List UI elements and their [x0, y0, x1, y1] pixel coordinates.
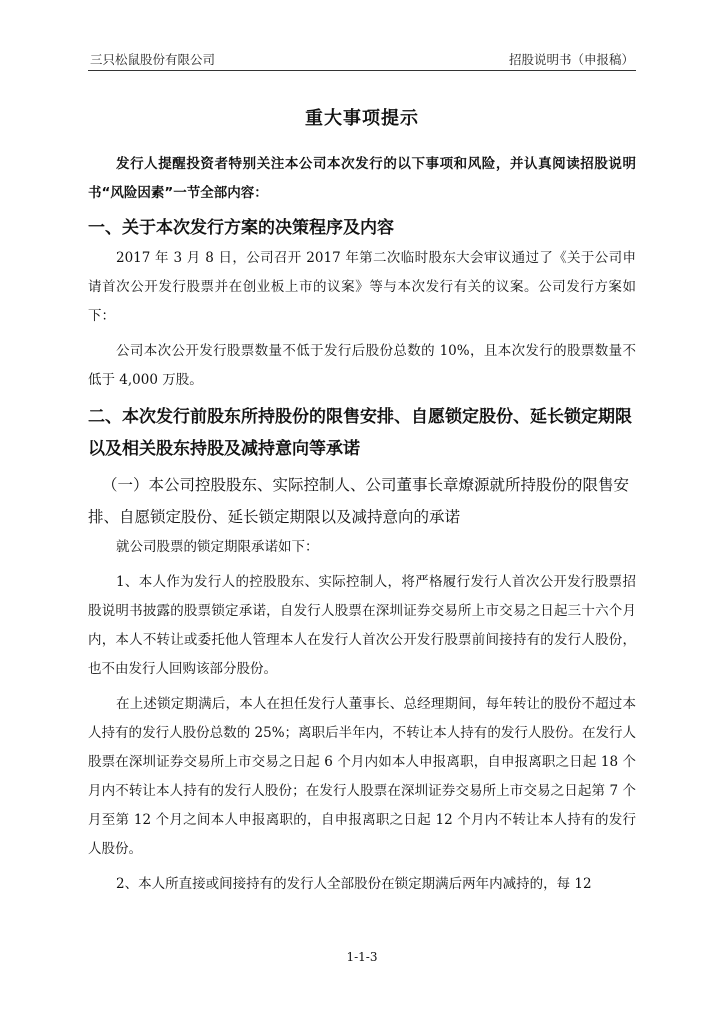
- page-number: 1-1-3: [346, 950, 378, 964]
- section-2-subheading: （一）本公司控股股东、实际控制人、公司董事长章燎源就所持股份的限售安排、自愿锁定股份、延长锁定期限以及减持意向的承诺: [88, 476, 630, 526]
- section-1-paragraph-2: 公司本次公开发行股票数量不低于发行后股份总数的 10%，且本次发行的股票数量不低于 4,000 万股。: [88, 343, 636, 388]
- header-divider: [88, 70, 636, 71]
- header-company-name: 三只松鼠股份有限公司: [90, 52, 216, 67]
- section-2-paragraph-4: 2、本人所直接或间接持有的发行人全部股份在锁定期满后两年内减持的，每 12: [116, 876, 592, 892]
- section-2-paragraph-2: 1、本人作为发行人的控股股东、实际控制人，将严格履行发行人首次公开发行股票招股说明书披露的股票锁定承诺，自发行人股票在深圳证券交易所上市交易之日起三十六个月内，本人不转让或委托他人管理本人在发行人首次公开发行股票前间接持有的发行人股份，也不由发行人回购该部分股份。: [88, 574, 636, 677]
- page-header: [88, 50, 636, 72]
- page-title: 重大事项提示: [305, 108, 419, 129]
- header-document-type: 招股说明书（申报稿）: [508, 52, 634, 67]
- section-1-heading: 一、关于本次发行方案的决策程序及内容: [88, 218, 394, 238]
- section-1-paragraph-1: 2017 年 3 月 8 日，公司召开 2017 年第二次临时股东大会审议通过了《关于公司申请首次公开发行股票并在创业板上市的议案》等与本次发行有关的议案。公司发行方案如下：: [88, 250, 636, 324]
- section-2-heading: 二、本次发行前股东所持股份的限售安排、自愿锁定股份、延长锁定期限以及相关股东持股及减持意向等承诺: [88, 407, 632, 459]
- section-2-paragraph-1: 就公司股票的锁定期限承诺如下：: [116, 539, 319, 555]
- intro-paragraph: 发行人提醒投资者特别关注本公司本次发行的以下事项和风险，并认真阅读招股说明书“风险因素”一节全部内容：: [88, 156, 636, 201]
- section-2-paragraph-3: 在上述锁定期满后，本人在担任发行人董事长、总经理期间，每年转让的股份不超过本人持有的发行人股份总数的 25%；离职后半年内，不转让本人持有的发行人股份。在发行人股票在深圳证券交易所上市交易之日起 6 个月内如本人申报离职，自申报离职之日起 18 个月内不转让本人持有的发行人股份；在发行人股票在深圳证券交易所上市交易之日起第 7 个月至第 12 个月之间本人申报离职的，自申报离职之日起 12 个月内不转让本人持有的发行人股份。: [88, 696, 636, 857]
- document-body: [88, 150, 636, 899]
